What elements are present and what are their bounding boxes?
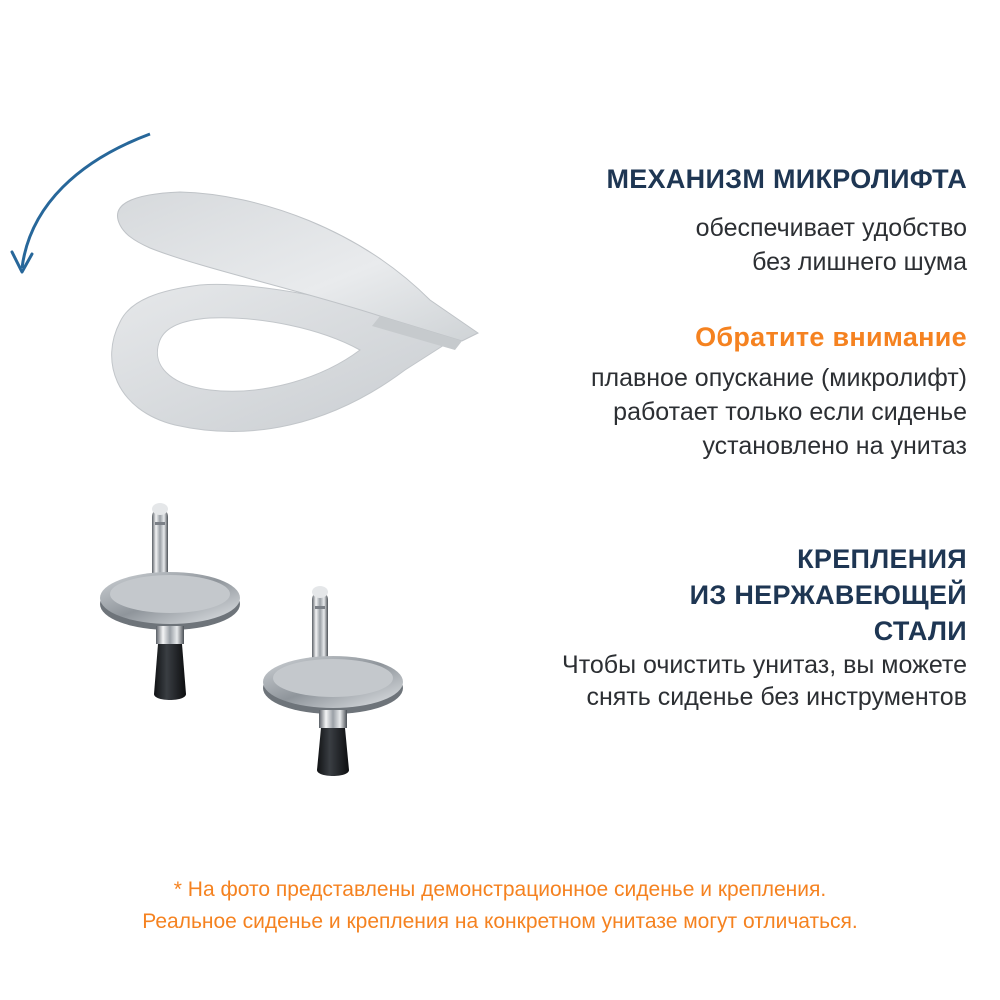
footnote-line: Реальное сиденье и крепления на конкретном унитазе могут отличаться. xyxy=(142,910,858,933)
toilet-seat-image xyxy=(112,192,478,431)
attention-heading: Обратите внимание xyxy=(695,322,967,352)
footnote-line: * На фото представлены демонстрационное сиденье и крепления. xyxy=(173,878,827,901)
heading-line: КРЕПЛЕНИЯ xyxy=(797,544,967,574)
text-line: плавное опускание (микролифт) xyxy=(590,364,967,392)
text-line: обеспечивает удобство xyxy=(695,214,967,242)
attention-description xyxy=(591,361,967,463)
text-line: без лишнего шума xyxy=(752,248,967,276)
fasteners-description xyxy=(562,649,967,713)
hinge-bolt-image xyxy=(100,503,240,700)
text-line: установлено на унитаз xyxy=(702,432,967,460)
text-line: Чтобы очистить унитаз, вы можете xyxy=(562,651,967,679)
heading-line: ИЗ НЕРЖАВЕЮЩЕЙ xyxy=(689,580,967,610)
text-line: работает только если сиденье xyxy=(613,398,967,426)
microlift-description xyxy=(696,211,967,279)
microlift-heading: МЕХАНИЗМ МИКРОЛИФТА xyxy=(606,164,967,194)
text-line: снять сиденье без инструментов xyxy=(586,683,967,711)
heading-line: СТАЛИ xyxy=(873,616,967,646)
fasteners-heading xyxy=(690,541,967,649)
hinge-bolt-image xyxy=(263,586,403,776)
disclaimer-footnote xyxy=(0,874,1000,938)
